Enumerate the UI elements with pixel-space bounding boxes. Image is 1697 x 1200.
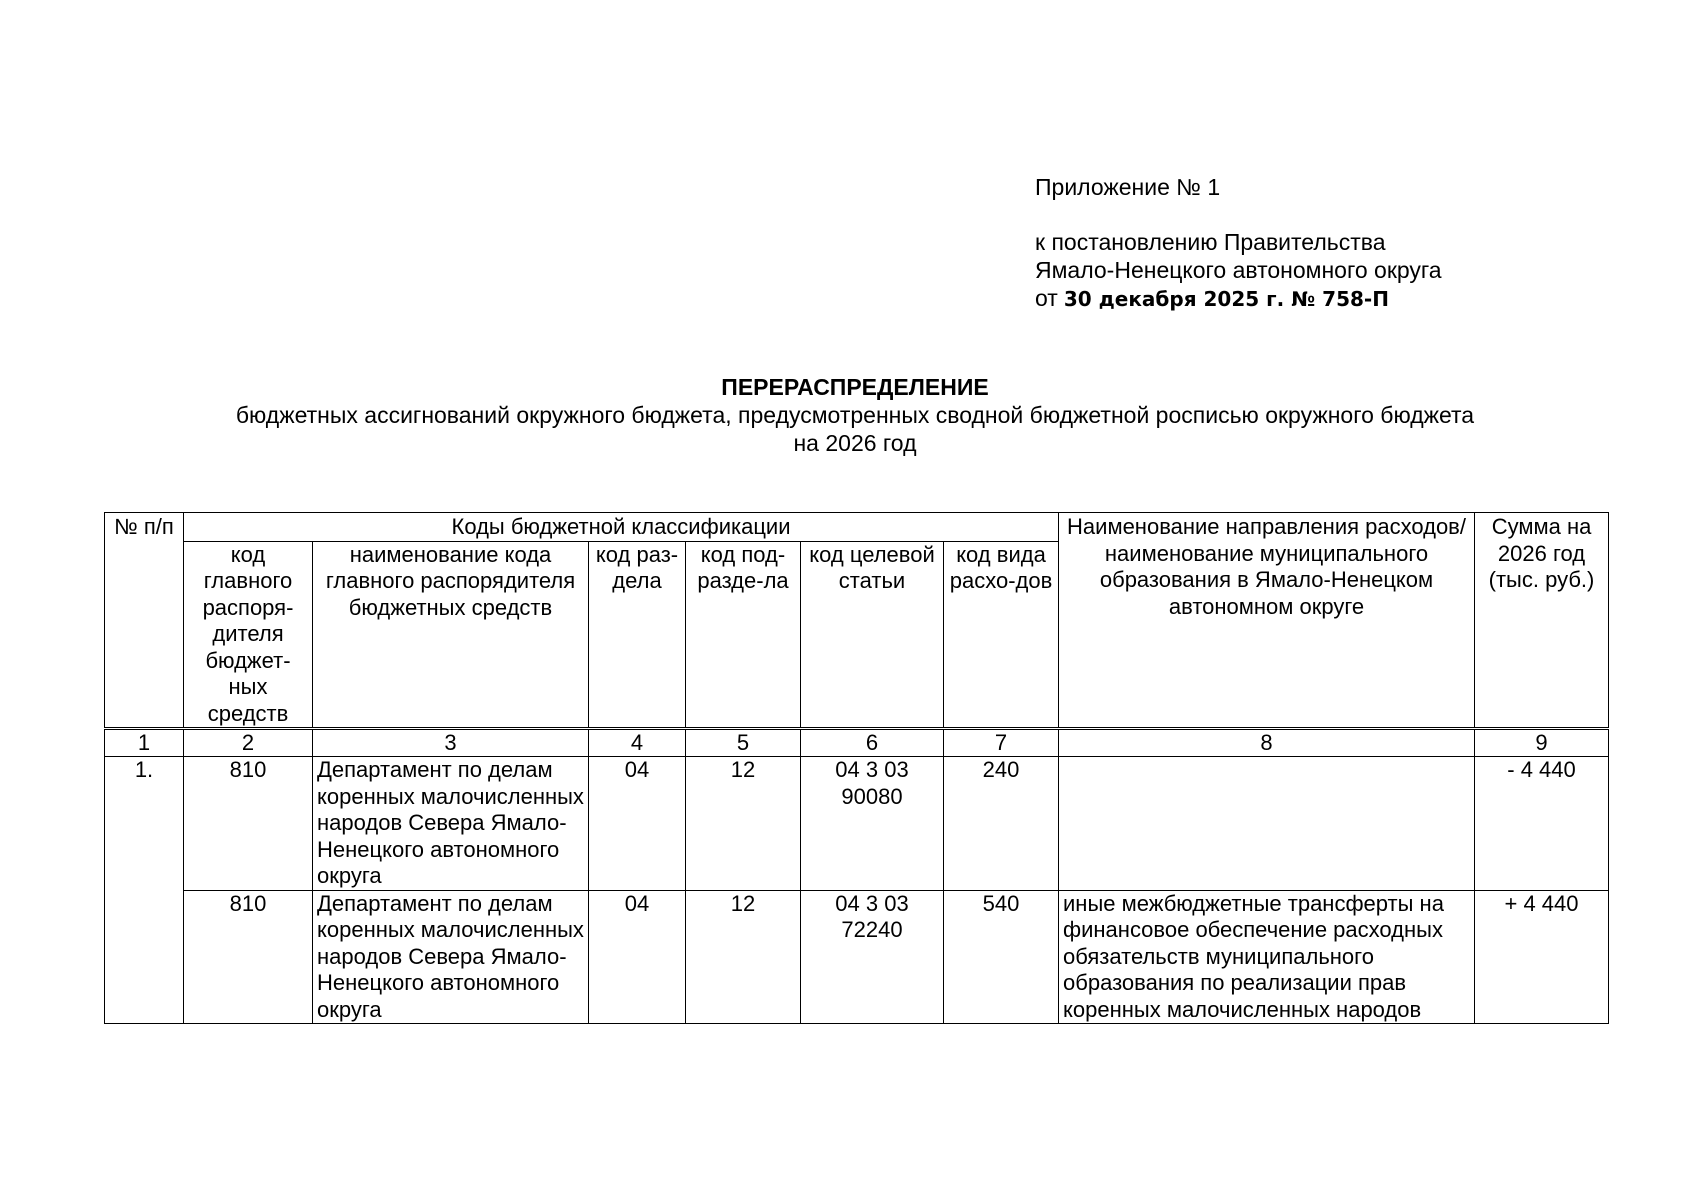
row-section: 04 (589, 757, 686, 891)
header-section: код раз-дела (589, 541, 686, 729)
header-direction: Наименование направления расходов/наименование муниципального образования в Ямало-Ненецком автономном округе (1059, 513, 1475, 729)
appendix-number: Приложение № 1 (1035, 174, 1221, 200)
row-name-main: Департамент по делам коренных малочисленных народов Севера Ямало-Ненецкого автономного округа (313, 890, 589, 1024)
title-subtitle: бюджетных ассигнований окружного бюджета, предусмотренных сводной бюджетной росписью окружного бюджета (235, 402, 1475, 428)
row-expense-type: 540 (944, 890, 1059, 1024)
row-target: 04 3 03 72240 (801, 890, 944, 1024)
column-number: 1 (105, 729, 184, 757)
spacer (1035, 201, 1442, 228)
header-name-main: наименование кода главного распорядителя бюджетных средств (313, 541, 589, 729)
column-number: 7 (944, 729, 1059, 757)
row-code-main: 810 (184, 757, 313, 891)
row-expense-type: 240 (944, 757, 1059, 891)
row-sum: + 4 440 (1475, 890, 1609, 1024)
header-target: код целевой статьи (801, 541, 944, 729)
header-num: № п/п (105, 513, 184, 729)
row-subsection: 12 (686, 757, 801, 891)
row-section: 04 (589, 890, 686, 1024)
header-subsection: код под-разде-ла (686, 541, 801, 729)
column-number: 5 (686, 729, 801, 757)
row-direction (1059, 757, 1475, 891)
column-number: 4 (589, 729, 686, 757)
column-number: 3 (313, 729, 589, 757)
row-sum: - 4 440 (1475, 757, 1609, 891)
document-title (100, 373, 1610, 457)
title-year: на 2026 год (793, 430, 917, 456)
header-expense-type: код вида расхо-дов (944, 541, 1059, 729)
row-target: 04 3 03 90080 (801, 757, 944, 891)
header-sum: Сумма на 2026 год (тыс. руб.) (1475, 513, 1609, 729)
row-direction: иные межбюджетные трансферты на финансовое обеспечение расходных обязательств муниципального образования по реализации прав коренных малочисленных народов (1059, 890, 1475, 1024)
row-num: 1. (105, 757, 184, 1024)
appendix-ref-region: Ямало-Ненецкого автономного округа (1035, 257, 1442, 283)
column-number: 6 (801, 729, 944, 757)
row-name-main: Департамент по делам коренных малочисленных народов Севера Ямало-Ненецкого автономного округа (313, 757, 589, 891)
title-heading: ПЕРЕРАСПРЕДЕЛЕНИЕ (721, 374, 989, 400)
date-prefix: от (1035, 285, 1058, 311)
header-code-main: код главного распоря-дителя бюджет-ных средств (184, 541, 313, 729)
column-number: 9 (1475, 729, 1609, 757)
appendix-date-line (1035, 284, 1442, 313)
row-subsection: 12 (686, 890, 801, 1024)
header-codes-group: Коды бюджетной классификации (184, 513, 1059, 542)
table-row (105, 890, 1609, 1024)
column-number: 2 (184, 729, 313, 757)
row-code-main: 810 (184, 890, 313, 1024)
column-number: 8 (1059, 729, 1475, 757)
appendix-block (1035, 173, 1442, 313)
appendix-ref-line: к постановлению Правительства (1035, 229, 1386, 255)
column-number-row (105, 729, 1609, 757)
table-row (105, 757, 1609, 891)
decree-date: 30 декабря 2025 г. № 758-П (1063, 287, 1389, 311)
budget-table (104, 512, 1609, 1024)
